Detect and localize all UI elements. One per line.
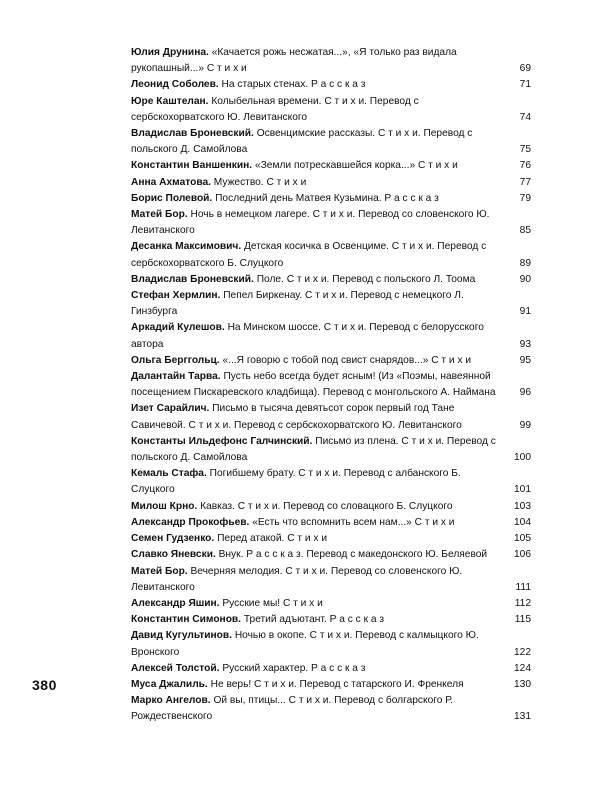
page-ref: 91 (519, 306, 531, 318)
page-ref: 69 (519, 63, 531, 75)
toc-entry (131, 515, 531, 531)
author-name: Владислав Броневский. (131, 273, 254, 285)
toc-entry (131, 353, 531, 369)
toc-entry (131, 191, 531, 207)
toc-entry (131, 596, 531, 612)
work-title: «Земли потрескавшейся корка...» С т и х и (254, 160, 458, 172)
work-title: Освенцимские рассказы. С т и х и. Перевод с польского Д. Самойлова (131, 128, 473, 156)
page-ref: 115 (514, 614, 531, 626)
toc-entry (131, 94, 531, 126)
work-title: Ой вы, птицы... С т и х и. Перевод с болгарского Р. Рождественского (131, 695, 453, 723)
page-ref: 93 (519, 338, 531, 350)
author-name: Алексей Толстой. (131, 662, 220, 674)
toc-entry (131, 531, 531, 547)
work-title: Внук. Р а с с к а з. Перевод с македонского Ю. Беляевой (218, 549, 488, 561)
page-ref: 71 (519, 79, 531, 91)
toc-entry (131, 175, 531, 191)
toc-entry (131, 158, 531, 174)
author-name: Юре Каштелан. (131, 95, 209, 107)
page-ref: 99 (519, 419, 531, 431)
work-title: Детская косичка в Освенциме. С т и х и. Перевод с сербскохорватского Б. Слуцкого (131, 241, 487, 269)
page-ref: 95 (519, 354, 531, 366)
work-title: Перед атакой. С т и х и (217, 533, 328, 545)
author-name: Изет Сарайлич. (131, 403, 210, 415)
page-ref: 100 (514, 452, 531, 464)
work-title: Пусть небо всегда будет ясным! (Из «Поэмы, навеянной посещением Пискаревского кладбища). Перевод с монгольского А. Наймана (131, 371, 496, 399)
toc-entry (131, 239, 531, 271)
work-title: «...Я говорю с тобой под свист снарядов...» С т и х и (222, 354, 472, 366)
author-name: Матей Бор. (131, 565, 188, 577)
toc-entry (131, 499, 531, 515)
author-name: Леонид Соболев. (131, 79, 219, 91)
work-title: Поле. С т и х и. Перевод с польского Л. Тоома (256, 273, 476, 285)
page-ref: 75 (519, 144, 531, 156)
page-ref: 96 (519, 387, 531, 399)
page-ref: 104 (514, 516, 531, 528)
page-ref: 74 (519, 111, 531, 123)
toc-entry (131, 564, 531, 596)
work-title: На Минском шоссе. С т и х и. Перевод с белорусского автора (131, 322, 484, 350)
author-name: Аркадий Кулешов. (131, 322, 225, 334)
work-title: Письмо в тысяча девятьсот сорок первый год Тане Савичевой. С т и х и. Перевод с сербскохорватского Ю. Левитанского (131, 403, 462, 431)
work-title: Колыбельная времени. С т и х и. Перевод с сербскохорватского Ю. Левитанского (131, 95, 419, 123)
author-name: Давид Кугультинов. (131, 630, 232, 642)
author-name: Ольга Берггольц. (131, 354, 220, 366)
toc-entry (131, 401, 531, 433)
toc-entry (131, 547, 531, 563)
toc-entry (131, 369, 531, 401)
work-title: Письмо из плена. С т и х и. Перевод с польского Д. Самойлова (131, 435, 496, 464)
page-ref: 112 (514, 597, 531, 609)
table-of-contents (131, 45, 531, 726)
author-name: Константин Симонов. (131, 614, 242, 626)
toc-entry (131, 612, 531, 628)
author-name: Владислав Броневский. (131, 128, 254, 140)
work-title: Вечерняя мелодия. С т и х и. Перевод со словенского Ю. Левитанского (131, 565, 463, 593)
toc-entry (131, 126, 531, 158)
page-ref: 90 (519, 273, 531, 285)
author-name: Милош Крно. (131, 500, 198, 512)
author-name: Юлия Друнина. (131, 47, 209, 58)
author-name: Кемаль Стафа. (131, 468, 207, 480)
work-title: Последний день Матвея Кузьмина. Р а с с к а з (215, 192, 439, 204)
author-name: Александр Яшин. (131, 597, 220, 609)
toc-entry (131, 288, 531, 320)
author-name: Константин Ваншенкин. (131, 160, 253, 172)
work-title: На старых стенах. Р а с с к а з (221, 79, 366, 91)
work-title: Кавказ. С т и х и. Перевод со словацкого Б. Слуцкого (200, 500, 453, 512)
page-ref: 89 (519, 257, 531, 269)
page-ref: 85 (519, 225, 531, 237)
author-name: Десанка Максимович. (131, 241, 242, 253)
toc-entry (131, 272, 531, 288)
page-ref: 111 (515, 581, 531, 593)
page-ref: 122 (514, 646, 531, 658)
author-name: Муса Джалиль. (131, 678, 208, 690)
page-number: 380 (32, 677, 57, 693)
toc-entry (131, 320, 531, 352)
work-title: Не верь! С т и х и. Перевод с татарского И. Френкеля (210, 678, 464, 690)
page-ref: 103 (514, 500, 531, 512)
work-title: Русские мы! С т и х и (222, 597, 323, 609)
author-name: Стефан Хермлин. (131, 290, 221, 302)
page-ref: 77 (519, 176, 531, 188)
work-title: «Есть что вспомнить всем нам...» С т и х и (252, 516, 455, 528)
page-ref: 130 (514, 678, 531, 690)
work-title: Мужество. С т и х и (213, 176, 307, 188)
toc-entry (131, 661, 531, 677)
work-title: Пепел Биркенау. С т и х и. Перевод с немецкого Л. Гинзбурга (131, 290, 464, 318)
page-ref: 105 (514, 533, 531, 545)
author-name: Анна Ахматова. (131, 176, 211, 188)
toc-entry (131, 466, 531, 498)
page-ref: 124 (514, 662, 531, 674)
toc-entry (131, 207, 531, 239)
work-title: Ночь в немецком лагере. С т и х и. Перевод со словенского Ю. Левитанского (131, 209, 490, 237)
work-title: Ночью в окопе. С т и х и. Перевод с калмыцкого Ю. Вронского (131, 630, 479, 658)
page-ref: 76 (519, 160, 531, 172)
page-ref: 79 (519, 192, 531, 204)
author-name: Марко Ангелов. (131, 695, 211, 707)
author-name: Славко Яневски. (131, 549, 216, 561)
author-name: Александр Прокофьев. (131, 516, 250, 528)
toc-entry (131, 77, 531, 93)
work-title: Русский характер. Р а с с к а з (222, 662, 366, 674)
toc-entry (131, 628, 531, 660)
author-name: Далантайн Тарва. (131, 371, 221, 383)
toc-entry (131, 434, 531, 466)
author-name: Борис Полевой. (131, 192, 213, 204)
work-title: «Качается рожь несжатая...», «Я только раз видала рукопашный...» С т и х и (131, 47, 457, 75)
author-name: Константы Ильдефонс Галчинский. (131, 435, 313, 447)
work-title: Погибшему брату. С т и х и. Перевод с албанского Б. Слуцкого (131, 468, 461, 496)
toc-entry (131, 693, 531, 725)
toc-entry (131, 45, 531, 77)
toc-entry (131, 677, 531, 693)
page-ref: 131 (514, 711, 531, 723)
work-title: Третий адъютант. Р а с с к а з (243, 614, 385, 626)
author-name: Семен Гудзенко. (131, 533, 215, 545)
page-ref: 106 (514, 549, 531, 561)
author-name: Матей Бор. (131, 209, 188, 221)
page-ref: 101 (514, 484, 531, 496)
